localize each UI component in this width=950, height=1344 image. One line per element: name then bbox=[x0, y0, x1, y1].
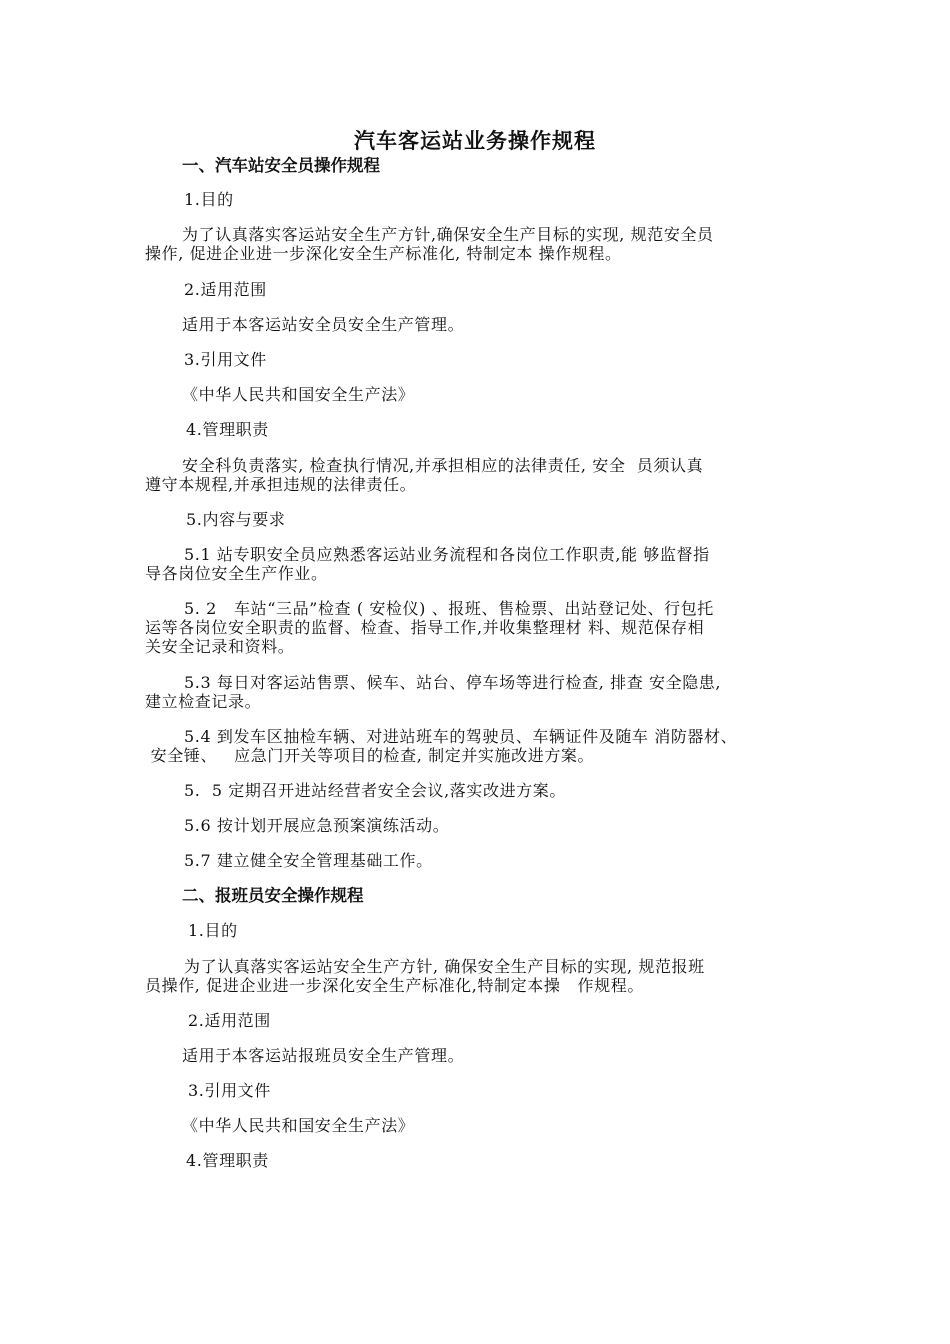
paragraph-line: 5.4 到发车区抽检车辆、对进站班车的驾驶员、车辆证件及随车 消防器材、 bbox=[184, 727, 738, 746]
paragraph-line: 关安全记录和资料。 bbox=[145, 637, 295, 656]
section-heading: 一、汽车站安全员操作规程 bbox=[182, 156, 380, 175]
paragraph-line: 导各岗位安全生产作业。 bbox=[145, 564, 328, 583]
paragraph-line: 5. 2 车站“三品”检查 ( 安检仪) 、报班、售检票、出站登记处、行包托 bbox=[184, 599, 714, 618]
subsection-label: 3.引用文件 bbox=[188, 1081, 271, 1100]
paragraph-line: 适用于本客运站报班员安全生产管理。 bbox=[182, 1046, 465, 1065]
section-heading: 二、报班员安全操作规程 bbox=[182, 886, 364, 905]
paragraph-line: 建立检查记录。 bbox=[145, 692, 262, 711]
paragraph-line: 5. 5 定期召开进站经营者安全会议,落实改进方案。 bbox=[184, 781, 566, 800]
subsection-label: 4.管理职责 bbox=[186, 420, 269, 439]
paragraph-line: 为了认真落实客运站安全生产方针, 确保安全生产目标的实现, 规范报班 bbox=[184, 957, 705, 976]
paragraph-line: 5.3 每日对客运站售票、候车、站台、停车场等进行检查, 排查 安全隐患, bbox=[184, 673, 722, 692]
paragraph-line: 适用于本客运站安全员安全生产管理。 bbox=[182, 315, 465, 334]
paragraph-line: 遵守本规程,并承担违规的法律责任。 bbox=[145, 475, 417, 494]
subsection-label: 5.内容与要求 bbox=[186, 510, 286, 529]
paragraph-line: 5.1 站专职安全员应熟悉客运站业务流程和各岗位工作职责,能 够监督指 bbox=[184, 545, 710, 564]
paragraph-line: 5.6 按计划开展应急预案演练活动。 bbox=[184, 816, 450, 835]
subsection-label: 1.目的 bbox=[184, 190, 234, 209]
subsection-label: 2.适用范围 bbox=[188, 1011, 271, 1030]
paragraph-line: 为了认真落实客运站安全生产方针,确保安全生产目标的实现, 规范安全员 bbox=[182, 225, 714, 244]
paragraph-line: 5.7 建立健全安全管理基础工作。 bbox=[184, 851, 433, 870]
subsection-label: 1.目的 bbox=[188, 921, 238, 940]
paragraph-line: 安全锤、 应急门开关等项目的检查, 制定并实施改进方案。 bbox=[145, 746, 595, 765]
paragraph-line: 操作, 促进企业进一步深化安全生产标准化, 特制定本 操作规程。 bbox=[145, 244, 622, 263]
document-title: 汽车客运站业务操作规程 bbox=[354, 129, 596, 153]
paragraph-line: 员操作, 促进企业进一步深化安全生产标准化,特制定本操 作规程。 bbox=[145, 976, 644, 995]
subsection-label: 2.适用范围 bbox=[184, 280, 267, 299]
paragraph-line: 安全科负责落实, 检查执行情况,并承担相应的法律责任, 安全 员须认真 bbox=[182, 456, 704, 475]
paragraph-line: 《中华人民共和国安全生产法》 bbox=[182, 385, 415, 404]
subsection-label: 3.引用文件 bbox=[184, 350, 267, 369]
paragraph-line: 运等各岗位安全职责的监督、检查、指导工作,并收集整理材 料、规范保存相 bbox=[145, 618, 705, 637]
paragraph-line: 《中华人民共和国安全生产法》 bbox=[182, 1116, 415, 1135]
subsection-label: 4.管理职责 bbox=[186, 1151, 269, 1170]
